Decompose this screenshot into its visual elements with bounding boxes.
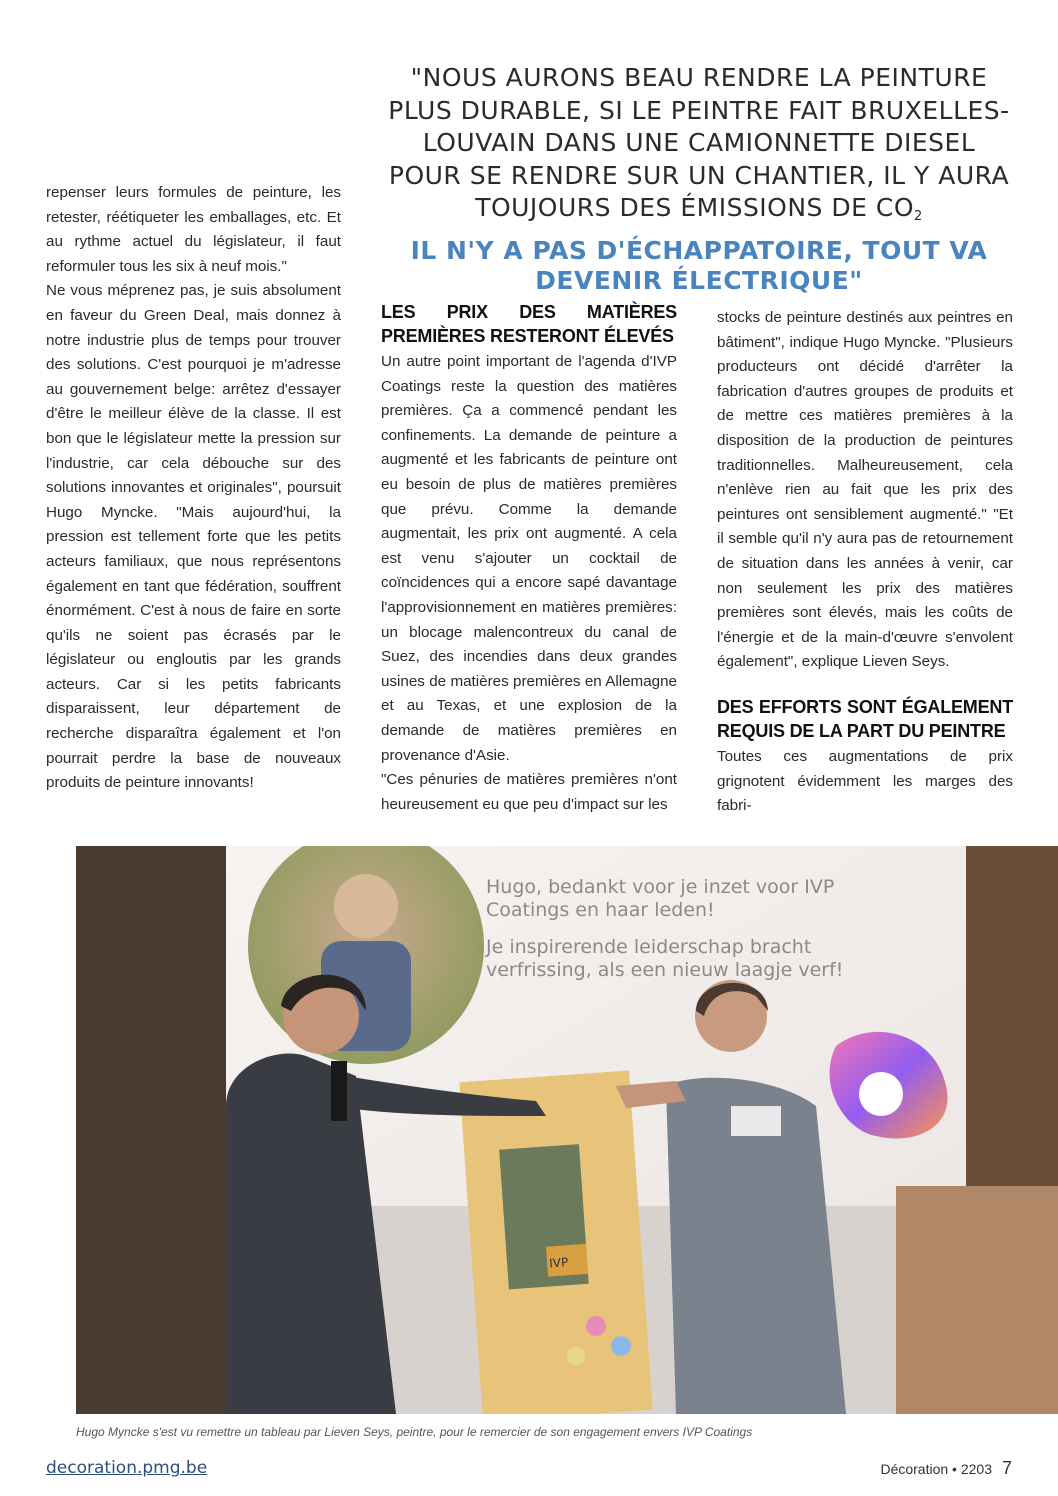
photo-caption: Hugo Myncke s'est vu remettre un tableau par Lieven Seys, peintre, pour le remercier de son engagement envers IVP Coatings xyxy=(76,1425,753,1439)
slide-line-1: Hugo, bedankt voor je inzet voor IVP Coatings en haar leden! xyxy=(486,876,835,921)
pull-quote-main: "NOUS AURONS BEAU RENDRE LA PEINTURE PLUS DURABLE, SI LE PEINTRE FAIT BRUXELLES-LOUVAIN DANS UNE CAMIONNETTE DIESEL POUR SE RENDRE SUR UN CHANTIER, IL Y AURA TOUJOURS DES ÉMISSIONS DE $CO_2$ xyxy=(388,63,1010,224)
footer-issue xyxy=(880,1458,1012,1479)
footer-url-link[interactable]: decoration.pmg.be xyxy=(46,1458,208,1478)
pull-quote xyxy=(386,62,1012,296)
subscript-2: 2 xyxy=(914,209,923,224)
paragraph: stocks de peinture destinés aux peintres en bâtiment", indique Hugo Myncke. "Plusieurs producteurs ont décidé d'arrêter la fabrication d'autres groupes de produits et de mettre ces matières premières à la disposition de la production de peintures traditionnelles. Malheureusement, cela n'enlève rien au fait que les prix des peintures ont sensiblement augmenté." "Et il semble qu'il n'y aura pas de retournement de situation dans les années à venir, car non seulement les prix des matières premières sont élevés, mais les coûts de l'énergie et de la main-d'œuvre s'envolent également", explique Lieven Seys. xyxy=(717,309,1013,671)
painting-label: IVP xyxy=(548,1255,569,1271)
paragraph: Un autre point important de l'agenda d'IVP Coatings reste la question des matières premières. Ça a commencé pendant les confinements. La demande de peinture a augmenté et les fabricants de peinture ont eu besoin de plus de matières premières que prévu. Comme la demande augmentait, les prix ont augmenté. A cela est venu s'ajouter un cocktail de coïncidences qui a encore sapé davantage l'approvisionnement en matières premières: un blocage malencontreux du canal de Suez, des incendies dans deux grandes usines de matières premières en Allemagne et au Texas, et une explosion de la demande de matières premières en provenance d'Asie. xyxy=(381,353,677,764)
slide-line-2: Je inspirerende leiderschap bracht verfrissing, als een nieuw laagje verf! xyxy=(486,936,844,981)
section-heading: DES EFFORTS SONT ÉGALEMENT REQUIS DE LA PART DU PEINTRE xyxy=(717,696,1013,741)
page-number: 7 xyxy=(1001,1458,1012,1478)
event-photo xyxy=(76,846,1058,1414)
pull-quote-accent: IL N'Y A PAS D'ÉCHAPPATOIRE, TOUT VA DEVENIR ÉLECTRIQUE" xyxy=(410,235,988,295)
section-heading: LES PRIX DES MATIÈRES PREMIÈRES RESTERONT ÉLEVÉS xyxy=(381,302,677,346)
paragraph: repenser leurs formules de peinture, les retester, réétiqueter les emballages, etc. Et au rythme actuel du législateur, il faut reformuler tous les six à neuf mois." xyxy=(46,184,341,275)
paragraph: Toutes ces augmentations de prix grignotent évidemment les marges des fabri- xyxy=(717,747,1013,815)
column-3 xyxy=(717,306,1013,819)
column-1 xyxy=(46,181,341,796)
slide-text xyxy=(486,876,906,982)
paragraph: "Ces pénuries de matières premières n'ont heureusement eu que peu d'impact sur les xyxy=(381,771,677,813)
column-2 xyxy=(381,300,677,817)
issue-label: Décoration • 2203 xyxy=(880,1461,992,1477)
paragraph: Ne vous méprenez pas, je suis absolument en faveur du Green Deal, mais donnez à notre industrie plus de temps pour trouver des solutions. C'est pourquoi je m'adresse au gouvernement belge: arrêtez d'essayer d'être le meilleur élève de la classe. Il est bon que le législateur mette la pression sur l'industrie, car cela débouche sur des solutions innovantes et originales", poursuit Hugo Myncke. "Mais aujourd'hui, la pression est tellement forte que les petits acteurs familiaux, que nous représentons également en tant que fédération, souffrent énormément. C'est à nous de faire en sorte qu'ils ne soient pas écrasés par le législateur ou engloutis par les grands acteurs. Car si les petits fabricants disparaissent, leur département de recherche disparaîtra également et l'on pourrait perdre la base de nouveaux produits de peinture innovants! xyxy=(46,282,341,792)
